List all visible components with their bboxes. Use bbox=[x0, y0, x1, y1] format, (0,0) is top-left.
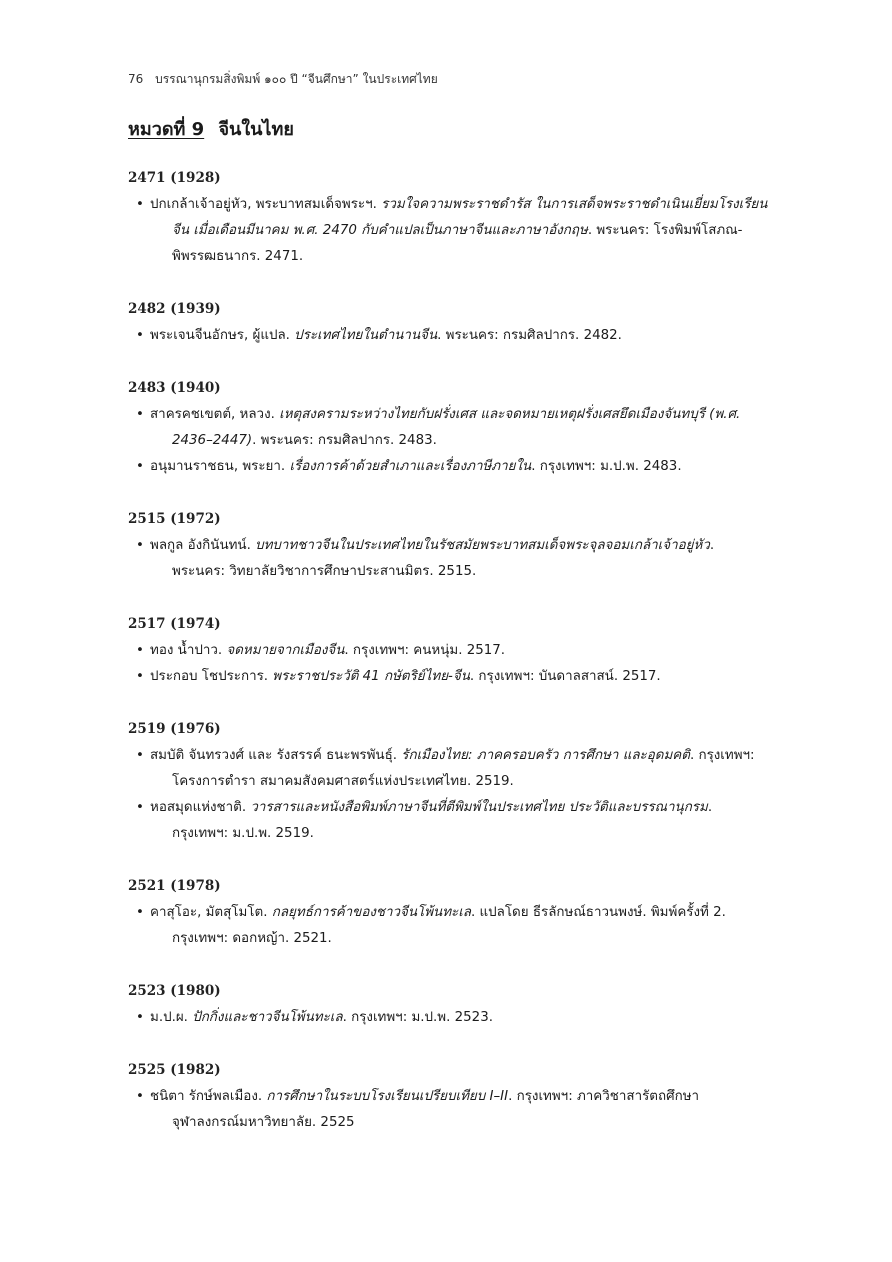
chapter-number: หมวดที่ 9 bbox=[128, 119, 205, 140]
entry-text: . แปลโดย ธีรลักษณ์ธาวนพงษ์. พิมพ์ครั้งที่ 2. bbox=[471, 905, 726, 920]
entry-text: ปกเกล้าเจ้าอยู่หัว, พระบาทสมเด็จพระฯ. bbox=[150, 197, 382, 212]
chapter-heading bbox=[128, 114, 294, 143]
entry-list bbox=[128, 1084, 768, 1136]
entry-list bbox=[128, 1005, 768, 1031]
entry-title-text: บทบาทชาวจีนในประเทศไทยในรัชสมัยพระบาทสมเด็จพระจุลจอมเกล้าเจ้าอยู่หัว bbox=[255, 538, 710, 553]
bibliography-entry bbox=[128, 323, 768, 349]
entry-text: ม.ป.ผ. bbox=[150, 1010, 193, 1025]
entry-line bbox=[150, 926, 768, 952]
year-section bbox=[128, 983, 768, 1031]
entry-text: โครงการตำรา สมาคมสังคมศาสตร์แห่งประเทศไทย. 2519. bbox=[172, 774, 514, 789]
entry-text: ชนิตา รักษ์พลเมือง. bbox=[150, 1089, 267, 1104]
bullet-icon: • bbox=[136, 643, 144, 658]
entry-text: . กรุงเทพฯ: บันดาลสาสน์. 2517. bbox=[469, 669, 661, 684]
entry-line bbox=[150, 1005, 768, 1031]
entry-title-text: จดหมายจากเมืองจีน bbox=[226, 643, 345, 658]
bibliography-entry bbox=[128, 638, 768, 664]
entry-title-text: กลยุทธ์การค้าของชาวจีนโพ้นทะเล bbox=[271, 905, 472, 920]
entry-line bbox=[150, 769, 768, 795]
entry-line bbox=[150, 795, 768, 821]
entry-title-text: ปักกิ่งและชาวจีนโพ้นทะเล bbox=[192, 1010, 343, 1025]
entry-text: กรุงเทพฯ: ม.ป.พ. 2519. bbox=[172, 826, 314, 841]
entry-list bbox=[128, 192, 768, 270]
entry-line bbox=[150, 743, 768, 769]
entry-text: สมบัติ จันทรวงศ์ และ รังสรรค์ ธนะพรพันธุ์. bbox=[150, 748, 402, 763]
entry-line bbox=[150, 192, 768, 218]
bibliography-entry bbox=[128, 454, 768, 480]
bibliography-entry bbox=[128, 402, 768, 454]
entry-text: . กรุงเทพฯ: คนหนุ่ม. 2517. bbox=[344, 643, 506, 658]
entry-text: อนุมานราชธน, พระยา. bbox=[150, 459, 290, 474]
entry-title-text: จีน เมื่อเดือนมีนาคม พ.ศ. 2470 กับคำแปลเป็นภาษาจีนและภาษาอังกฤษ bbox=[172, 223, 588, 238]
bullet-icon: • bbox=[136, 1010, 144, 1025]
bullet-icon: • bbox=[136, 197, 144, 212]
running-head-title: บรรณานุกรมสิ่งพิมพ์ ๑๐๐ ปี “จีนศึกษา” ในประเทศไทย bbox=[155, 72, 438, 86]
bullet-icon: • bbox=[136, 407, 144, 422]
entry-list bbox=[128, 900, 768, 952]
year-section bbox=[128, 511, 768, 585]
entry-text: . พระนคร: กรมศิลปากร. 2482. bbox=[437, 328, 622, 343]
entry-text: พิพรรฒธนากร. 2471. bbox=[172, 249, 304, 264]
year-heading: 2483 (1940) bbox=[128, 380, 221, 396]
entry-line bbox=[150, 1084, 768, 1110]
year-section bbox=[128, 301, 768, 349]
entry-text: . พระนคร: กรมศิลปากร. 2483. bbox=[252, 433, 437, 448]
year-heading: 2523 (1980) bbox=[128, 983, 221, 999]
entry-text: จุฬาลงกรณ์มหาวิทยาลัย. 2525 bbox=[172, 1115, 355, 1130]
running-head bbox=[128, 70, 438, 89]
year-section bbox=[128, 616, 768, 690]
bibliography-entry bbox=[128, 1005, 768, 1031]
year-heading: 2517 (1974) bbox=[128, 616, 221, 632]
bibliography-entry bbox=[128, 1084, 768, 1136]
entry-text: . bbox=[709, 538, 715, 553]
bibliography-list bbox=[128, 170, 768, 1167]
entry-title-text: การศึกษาในระบบโรงเรียนเปรียบเทียบ I–II bbox=[266, 1089, 509, 1104]
entry-title-text: เรื่องการค้าด้วยสำเภาและเรื่องภาษีภายใน bbox=[289, 459, 532, 474]
entry-line bbox=[150, 533, 768, 559]
bullet-icon: • bbox=[136, 538, 144, 553]
bibliography-entry bbox=[128, 900, 768, 952]
entry-title-text: วารสารและหนังสือพิมพ์ภาษาจีนที่ตีพิมพ์ในประเทศไทย ประวัติและบรรณานุกรม bbox=[250, 800, 708, 815]
entry-line bbox=[150, 402, 768, 428]
entry-line bbox=[150, 323, 768, 349]
bullet-icon: • bbox=[136, 669, 144, 684]
year-section bbox=[128, 1062, 768, 1136]
year-heading: 2515 (1972) bbox=[128, 511, 221, 527]
entry-text: . กรุงเทพฯ: ภาควิชาสารัตถศึกษา bbox=[508, 1089, 700, 1104]
entry-list bbox=[128, 743, 768, 847]
entry-list bbox=[128, 638, 768, 690]
year-section bbox=[128, 170, 768, 270]
entry-line bbox=[150, 664, 768, 690]
entry-title-text: ประเทศไทยในตำนานจีน bbox=[294, 328, 438, 343]
entry-text: . พระนคร: โรงพิมพ์โสภณ- bbox=[587, 223, 743, 238]
bullet-icon: • bbox=[136, 1089, 144, 1104]
entry-line bbox=[150, 559, 768, 585]
year-heading: 2519 (1976) bbox=[128, 721, 221, 737]
entry-title-text: เหตุสงครามระหว่างไทยกับฝรั่งเศส และจดหมายเหตุฝรั่งเศสยึดเมืองจันทบุรี (พ.ศ. bbox=[279, 407, 741, 422]
entry-text: สาครคชเขตต์, หลวง. bbox=[150, 407, 280, 422]
bullet-icon: • bbox=[136, 905, 144, 920]
entry-text: พลกูล อังกินันทน์. bbox=[150, 538, 256, 553]
entry-line bbox=[150, 454, 768, 480]
entry-line bbox=[150, 1110, 768, 1136]
entry-line bbox=[150, 428, 768, 454]
bullet-icon: • bbox=[136, 800, 144, 815]
entry-title-text: พระราชประวัติ 41 กษัตริย์ไทย-จีน bbox=[272, 669, 470, 684]
entry-list bbox=[128, 533, 768, 585]
year-heading: 2521 (1978) bbox=[128, 878, 221, 894]
entry-text: คาสุโอะ, มัตสุโมโต. bbox=[150, 905, 272, 920]
entry-list bbox=[128, 323, 768, 349]
entry-text: ประกอบ โชประการ. bbox=[150, 669, 273, 684]
year-section bbox=[128, 380, 768, 480]
entry-list bbox=[128, 402, 768, 480]
bibliography-entry bbox=[128, 533, 768, 585]
entry-text: พระเจนจีนอักษร, ผู้แปล. bbox=[150, 328, 295, 343]
bullet-icon: • bbox=[136, 459, 144, 474]
entry-text: . กรุงเทพฯ: ม.ป.พ. 2523. bbox=[342, 1010, 493, 1025]
entry-line bbox=[150, 218, 768, 244]
entry-title-text: 2436–2447) bbox=[172, 433, 253, 448]
bibliography-entry bbox=[128, 795, 768, 847]
year-heading: 2525 (1982) bbox=[128, 1062, 221, 1078]
entry-line bbox=[150, 638, 768, 664]
entry-line bbox=[150, 821, 768, 847]
entry-text: ทอง น้ำปาว. bbox=[150, 643, 227, 658]
entry-text: หอสมุดแห่งชาติ. bbox=[150, 800, 251, 815]
chapter-title: จีนในไทย bbox=[218, 119, 294, 140]
page-number: 76 bbox=[128, 72, 144, 86]
year-heading: 2471 (1928) bbox=[128, 170, 221, 186]
bibliography-entry bbox=[128, 192, 768, 270]
year-section bbox=[128, 721, 768, 847]
year-section bbox=[128, 878, 768, 952]
entry-text: . กรุงเทพฯ: ม.ป.พ. 2483. bbox=[531, 459, 682, 474]
entry-text: กรุงเทพฯ: ดอกหญ้า. 2521. bbox=[172, 931, 332, 946]
entry-line bbox=[150, 244, 768, 270]
entry-title-text: รักเมืองไทย: ภาคครอบครัว การศึกษา และอุดมคติ bbox=[401, 748, 690, 763]
bibliography-entry bbox=[128, 743, 768, 795]
year-heading: 2482 (1939) bbox=[128, 301, 221, 317]
bibliography-entry bbox=[128, 664, 768, 690]
entry-title-text: รวมใจความพระราชดำรัส ในการเสด็จพระราชดำเนินเยี่ยมโรงเรียน bbox=[381, 197, 768, 212]
entry-text: . กรุงเทพฯ: bbox=[689, 748, 755, 763]
bullet-icon: • bbox=[136, 748, 144, 763]
bullet-icon: • bbox=[136, 328, 144, 343]
entry-text: พระนคร: วิทยาลัยวิชาการศึกษาประสานมิตร. 2515. bbox=[172, 564, 477, 579]
entry-line bbox=[150, 900, 768, 926]
entry-text: . bbox=[707, 800, 713, 815]
